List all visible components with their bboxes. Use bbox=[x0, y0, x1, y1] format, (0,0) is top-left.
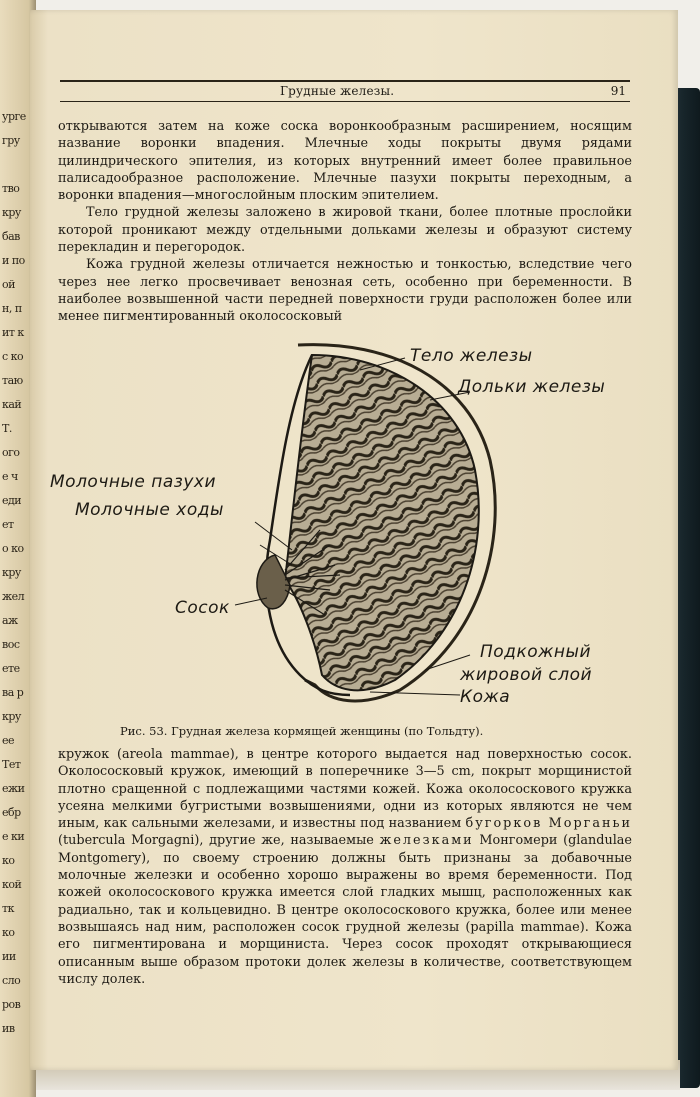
left-page-text-fragment: аж bbox=[2, 614, 18, 627]
text-run: (tubercula Morgagni), другие же, называемые bbox=[58, 833, 380, 849]
header-rule-bottom bbox=[60, 101, 630, 102]
label-subcutaneous-1: Подкожный bbox=[480, 642, 592, 662]
paragraph: Кожа грудной железы отличается нежностью и тонкостью, вследствие чего через нее легко просвечивает венозная сеть, особенно при беременности. В наиболее возвышенной части передней поверхности груди расположен более или менее пигментированный околососковый bbox=[58, 257, 632, 325]
left-page-text-fragment: е ки bbox=[2, 830, 25, 843]
left-page-text-fragment: ии bbox=[2, 950, 16, 963]
left-page-text-fragment: тво bbox=[2, 182, 20, 195]
left-page-text-fragment: кру bbox=[2, 710, 21, 723]
left-page-text-fragment: ко bbox=[2, 854, 15, 867]
label-milk-ducts: Молочные ходы bbox=[75, 500, 224, 520]
label-nipple: Сосок bbox=[175, 598, 230, 618]
left-page-text-fragment: с ко bbox=[2, 350, 24, 363]
left-page-text-fragment: таю bbox=[2, 374, 23, 387]
left-page-text-fragment: вос bbox=[2, 638, 20, 651]
left-page-text-fragment: и по bbox=[2, 254, 25, 267]
left-page-text-fragment: ет bbox=[2, 518, 14, 531]
label-subcutaneous-2: жировой слой bbox=[460, 665, 593, 685]
left-page-text-fragment: кой bbox=[2, 878, 22, 891]
left-page-text-fragment: кай bbox=[2, 398, 22, 411]
left-page-text-fragment: Т. bbox=[2, 422, 12, 435]
left-page-text-fragment: ров bbox=[2, 998, 21, 1011]
left-page-text-fragment: ежи bbox=[2, 782, 25, 795]
book-page bbox=[30, 10, 678, 1070]
left-page-text-fragment: ит к bbox=[2, 326, 24, 339]
text-spaced: бугорков Морганьи bbox=[465, 816, 632, 832]
text-spaced: железками bbox=[379, 833, 474, 849]
nipple-shape bbox=[257, 555, 290, 609]
left-page-text-fragment: урге bbox=[2, 110, 26, 123]
left-page-text-fragment: ее bbox=[2, 734, 15, 747]
running-title: Грудные железы. bbox=[280, 84, 395, 98]
anatomical-figure bbox=[30, 340, 678, 710]
left-page-text-fragment: кру bbox=[2, 206, 21, 219]
paragraph bbox=[58, 746, 632, 988]
left-page-text-fragment: ив bbox=[2, 1022, 15, 1035]
left-page-text-fragment: е ч bbox=[2, 470, 18, 483]
left-page-text-fragment: бав bbox=[2, 230, 20, 243]
left-page-text-fragment: сло bbox=[2, 974, 21, 987]
label-skin: Кожа bbox=[460, 687, 511, 707]
figure-caption: Рис. 53. Грудная железа кормящей женщины (по Тольдту). bbox=[120, 724, 484, 738]
text-run: кружок (areola mammae), в центре которого выдается над поверхностью сосок. Околососковый кружок, имеющий в поперечнике 3—5 cm, покрыт морщинистой плотно сращенной с подлежащими частями кожей. Кожа околососкового кружка усеяна мелкими бугристыми возвышениями, одни из которых являются не чем иным, как сальными железами, и известны под названием bbox=[58, 747, 632, 832]
left-page-text-fragment: ой bbox=[2, 278, 15, 291]
left-page-text-fragment: ете bbox=[2, 662, 20, 675]
paragraph: Тело грудной железы заложено в жировой ткани, более плотные прослойки которой проникают между отдельными дольками железы и образуют систему перекладин и перегородок. bbox=[58, 205, 632, 256]
bottom-text-block bbox=[58, 746, 632, 988]
label-gland-lobules: Дольки железы bbox=[458, 377, 606, 397]
paragraph: открываются затем на коже соска воронкообразным расширением, носящим название воронки впадения. Млечные ходы покрыты двумя рядами цилиндрического эпителия, из которых внутренний имеет более правильное палисадообразное расположение. Млечные пазухи покрыты переходным, а воронки впадения—многослойным плоским эпителием. bbox=[58, 119, 632, 204]
gland-body bbox=[285, 355, 479, 690]
left-page-text-fragment: ебр bbox=[2, 806, 21, 819]
left-page-text-fragment: кру bbox=[2, 566, 21, 579]
left-page-text-fragment: о ко bbox=[2, 542, 24, 555]
page-number: 91 bbox=[610, 84, 626, 98]
left-page-text-fragment: ко bbox=[2, 926, 15, 939]
left-page-text-fragment: ва р bbox=[2, 686, 24, 699]
label-milk-sinuses: Молочные пазухи bbox=[50, 472, 217, 492]
page-header bbox=[60, 80, 630, 100]
header-rule bbox=[60, 80, 630, 82]
left-page-text-fragment: гру bbox=[2, 134, 20, 147]
text-run: Монгомери (glandulae Montgomery), по своему строению должны быть признаны за добавочные молочные железки и особенно хорошо выражены во время беременности. Под кожей околососкового кружка имеется слой гладких мышц, расположенных как радиально, так и кольцевидно. В центре околососкового кружка, более или менее возвышаясь над ним, расположен сосок грудной железы (papilla mammae). Кожа его пигментирована и морщиниста. Через сосок проходят открывающиеся описанным выше образом протоки долек железы в количестве, соответствующем числу долек. bbox=[58, 833, 632, 987]
left-page-text-fragment: ого bbox=[2, 446, 20, 459]
left-page-text-fragment: тк bbox=[2, 902, 14, 915]
label-gland-body: Тело железы bbox=[410, 346, 533, 366]
left-page-text-fragment: н, п bbox=[2, 302, 22, 315]
left-page-text-fragment: жел bbox=[2, 590, 25, 603]
left-page-text-fragment: еди bbox=[2, 494, 22, 507]
top-text-block bbox=[58, 118, 632, 326]
left-page-text-fragment: Тет bbox=[2, 758, 21, 771]
